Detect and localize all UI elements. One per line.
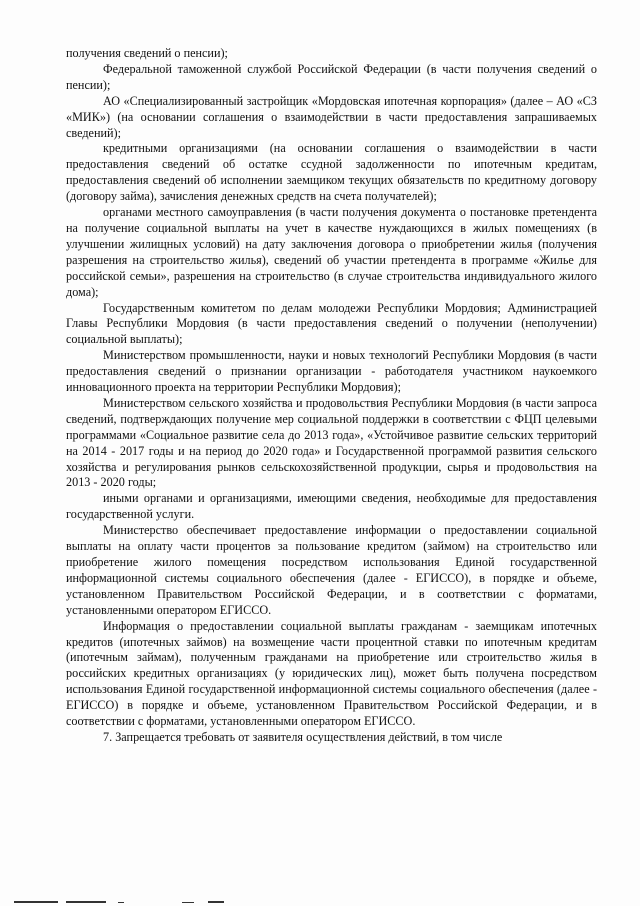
paragraph-social-payment-info: Информация о предоставлении социальной выплаты гражданам - заемщикам ипотечных кредитов (ипотечных займов) на возмещение части процентной ставки по ипотечным кредитам (ипотечным займам), полученным гражданами на приобретение или строительство жилья в российских кредитных организациях (у юридических лиц), может быть получена посредством использования Единой государственной информационной системы социального обеспечения (далее - ЕГИССО) в порядке и объеме, установленном Правительством Российской Федерации, и в соответствии с форматами, установленными оператором ЕГИССО. (66, 618, 597, 729)
paragraph-ministry-agriculture: Министерством сельского хозяйства и продовольствия Республики Мордовия (в части запроса сведений, подтверждающих получение мер социальной поддержки в соответствии с ФЦП целевыми программами «Социальное развитие села до 2013 года», «Устойчивое развитие сельских территорий на 2014 - 2017 годы и на период до 2020 года» и Государственной программой развития сельского хозяйства и регулирования рынков сельскохозяйственной продукции, сырья и продовольствия на 2013 - 2020 годы; (66, 395, 597, 490)
paragraph-other-bodies: иными органами и организациями, имеющими сведения, необходимые для предоставления государственной услуги. (66, 491, 597, 522)
paragraph-ministry-industry: Министерством промышленности, науки и новых технологий Республики Мордовия (в части предоставления сведений о признании организации - работодателя участником наукоемкого инновационного проекта на территории Республики Мордовия); (66, 348, 597, 395)
scan-mark (182, 902, 194, 903)
scan-mark (118, 902, 124, 903)
paragraph-credit-organizations: кредитными организациями (на основании соглашения о взаимодействии в части предоставления сведений об остатке ссудной задолженности по ипотечным кредитам, предоставления сведений об исполнении заемщиком текущих обязательств по кредитному договору (договору займа), зачисления денежных средств на счета получателей); (66, 141, 597, 204)
scan-mark (208, 901, 224, 903)
paragraph-youth-committee: Государственным комитетом по делам молодежи Республики Мордовия; Администрацией Главы Республики Мордовия (в части предоставления сведений о получении (неполучении) социальной выплаты); (66, 300, 597, 347)
document-body (66, 46, 597, 746)
paragraph-customs-service: Федеральной таможенной службой Российской Федерации (в части получения сведений о пенсии); (66, 61, 597, 92)
scan-mark (14, 901, 58, 903)
scan-mark (66, 901, 106, 903)
scan-footer-marks (0, 892, 640, 906)
paragraph-pension-info-end: получения сведений о пенсии); (66, 46, 228, 60)
paragraph-ministry-egisso: Министерство обеспечивает предоставление информации о предоставлении социальной выплаты на оплату части процентов за пользование кредитом (займом) на строительство или приобретение жилого помещения посредством использования Единой государственной информационной системы социального обеспечения (далее - ЕГИССО), в порядке и объеме, установленном Правительством Российской Федерации, и в соответствии с форматами, установленными оператором ЕГИССО. (66, 523, 597, 617)
paragraph-item-7: 7. Запрещается требовать от заявителя осуществления действий, в том числе (103, 729, 503, 744)
paragraph-local-government: органами местного самоуправления (в части получения документа о постановке претендента на получение социальной выплаты на учет в качестве нуждающихся в жилых помещениях (в улучшении жилищных условий) на дату заключения договора о приобретении жилья (получения разрешения на строительство жилья), сведений об участии претендента в программе «Жилье для российской семьи», разрешения на строительство (в случае строительства индивидуального жилого дома); (66, 205, 597, 299)
paragraph-mortgage-corporation: АО «Специализированный застройщик «Мордовская ипотечная корпорация» (далее – АО «СЗ «МИК») (на основании соглашения о взаимодействии в части предоставления запрашиваемых сведений); (66, 93, 597, 140)
